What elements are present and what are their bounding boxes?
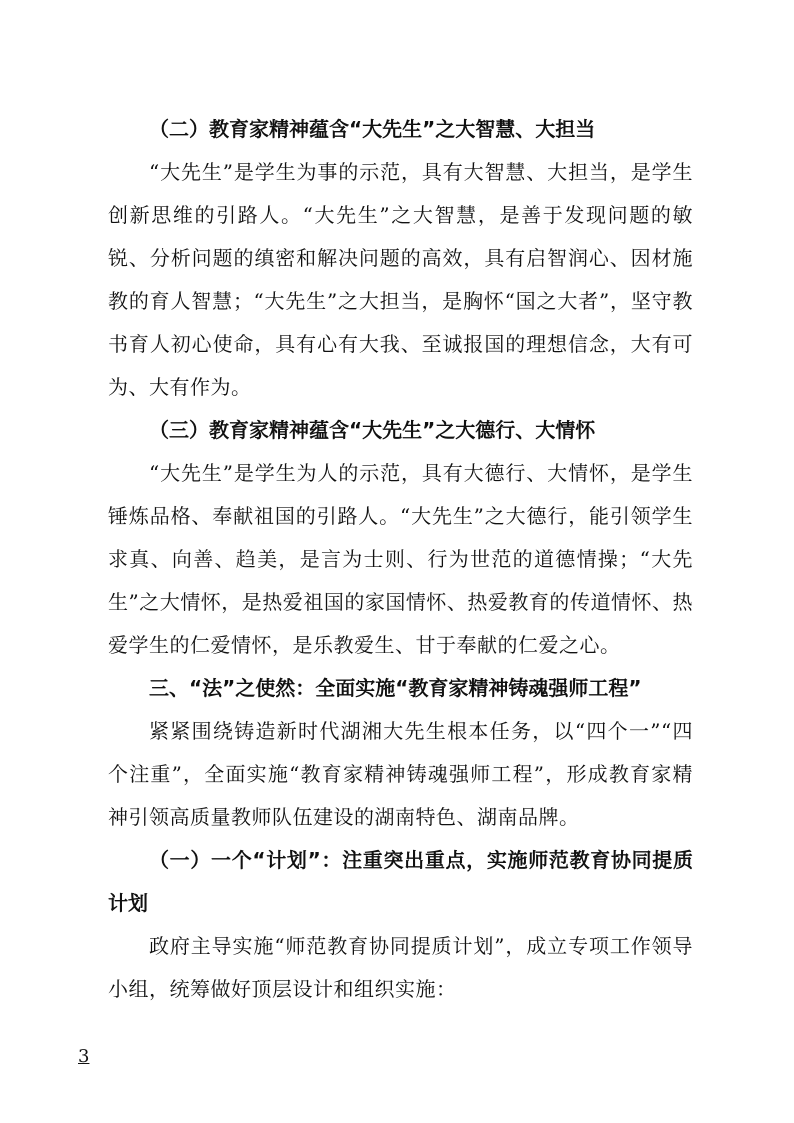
section-paragraph: 紧紧围绕铸造新时代湖湘大先生根本任务，以“四个一”“四个注重”，全面实施“教育家精神铸魂强师工程”，形成教育家精神引领高质量教师队伍建设的湖南特色、湖南品牌。 (108, 719, 693, 829)
section-paragraph: “大先生”是学生为人的示范，具有大德行、大情怀，是学生锤炼品格、奉献祖国的引路人。“大先生”之大德行，能引领学生求真、向善、趋美，是言为士则、行为世范的道德情操；“大先生”之大情怀，是热爱祖国的家国情怀、热爱教育的传道情怀、热爱学生的仁爱情怀，是乐教爱生、甘于奉献的仁爱之心。 (108, 461, 693, 657)
section-heading: （一）一个“计划”：注重突出重点，实施师范教育协同提质计划 (108, 848, 693, 915)
section-paragraph: “大先生”是学生为事的示范，具有大智慧、大担当，是学生创新思维的引路人。“大先生”之大智慧，是善于发现问题的敏锐、分析问题的缜密和解决问题的高效，具有启智润心、因材施教的育人智慧；“大先生”之大担当，是胸怀“国之大者”，坚守教书育人初心使命，具有心有大我、至诚报国的理想信念，大有可为、大有作为。 (108, 160, 693, 399)
section-heading: （三）教育家精神蕴含“大先生”之大德行、大情怀 (149, 418, 596, 442)
section-heading: （二）教育家精神蕴含“大先生”之大智慧、大担当 (149, 117, 596, 141)
section-paragraph: 政府主导实施“师范教育协同提质计划”，成立专项工作领导小组，统筹做好顶层设计和组织实施： (108, 934, 693, 1001)
document-body (108, 108, 693, 1011)
page-number: 3 (78, 1046, 90, 1067)
section-heading: 三、“法”之使然：全面实施“教育家精神铸魂强师工程” (149, 676, 642, 700)
